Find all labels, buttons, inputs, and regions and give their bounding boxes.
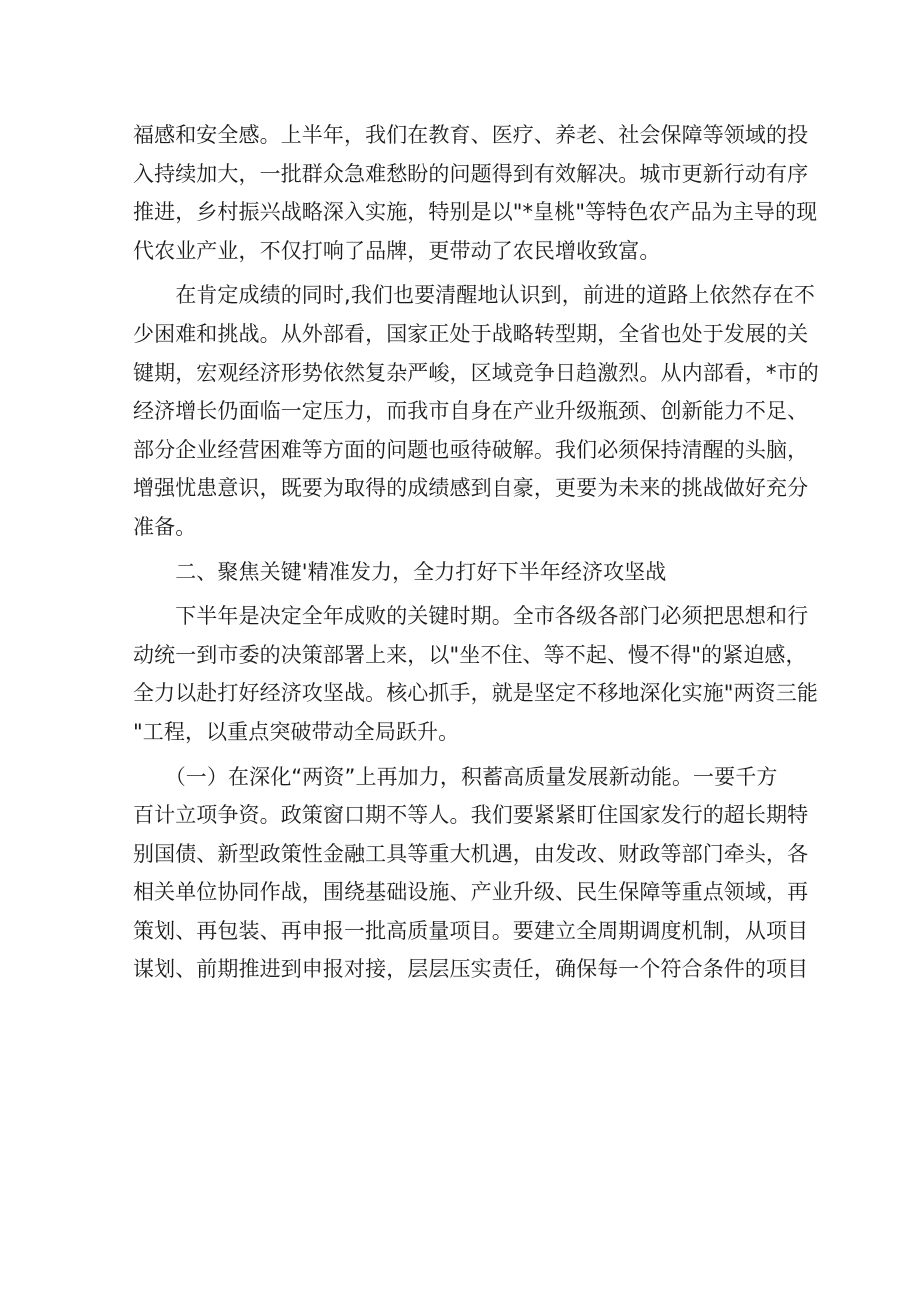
text-line: 部分企业经营困难等方面的问题也亟待破解。我们必须保持清醒的头脑， [133,437,809,462]
text-line: 动统一到市委的决策部署上来，以"坐不住、等不起、慢不得"的紧迫感， [133,642,807,667]
text-line: 策划、再包装、再申报一批高质量项目。要建立全周期调度机制，从项目 [133,918,809,943]
heading-line: 二、聚焦关键'精准发力，全力打好下半年经济攻坚战 [133,559,667,584]
paragraph-achievements [133,116,818,270]
text-line: 推进，乡村振兴战略深入实施，特别是以"*皇桃"等特色农产品为主导的现 [133,200,818,225]
text-line: 经济增长仍面临一定压力，而我市自身在产业升级瓶颈、创新能力不足、 [133,399,809,424]
text-line: 谋划、前期推进到申报对接，层层压实责任，确保每一个符合条件的项目 [133,957,809,982]
text-line: 少困难和挑战。从外部看，国家正处于战略转型期，全省也处于发展的关 [133,321,809,346]
text-line: 入持续加大，一批群众急难愁盼的问题得到有效解决。城市更新行动有序 [133,161,809,186]
text-line: "工程，以重点突破带动全局跃升。 [133,719,460,744]
section-heading [133,553,781,592]
text-line: 代农业产业，不仅打响了品牌，更带动了农民增收致富。 [133,238,661,263]
paragraph-challenges [133,276,819,546]
text-line: 别国债、新型政策性金融工具等重大机遇，由发改、财政等部门牵头，各 [133,841,809,866]
text-line: 全力以赴打好经济攻坚战。核心抓手，就是坚定不移地深化实施"两资三能 [133,681,818,706]
text-line: 下半年是决定全年成败的关键时期。全市各级各部门必须把思想和行 [133,604,809,629]
document-body [133,116,819,995]
text-line: 键期，宏观经济形势依然复杂严峻，区域竞争日趋激烈。从内部看，*市的 [133,360,819,385]
text-line: 在肯定成绩的同时,我们也要清醒地认识到，前进的道路上依然存在不 [133,283,815,308]
text-line: 相关单位协同作战，围绕基础设施、产业升级、民生保障等重点领域，再 [133,880,809,905]
paragraph-second-half [133,597,818,751]
text-line: 增强忧患意识，既要为取得的成绩感到自豪，更要为未来的挑战做好充分 [133,476,809,501]
paragraph-two-funds [133,758,809,990]
text-line: 百计立项争资。政策窗口期不等人。我们要紧紧盯住国家发行的超长期特 [133,803,809,828]
text-line: 准备。 [133,514,197,539]
text-line: （一）在深化“两资”上再加力，积蓄高质量发展新动能。一要千方 [133,764,778,789]
text-line: 福感和安全感。上半年，我们在教育、医疗、养老、社会保障等领域的投 [133,123,809,147]
